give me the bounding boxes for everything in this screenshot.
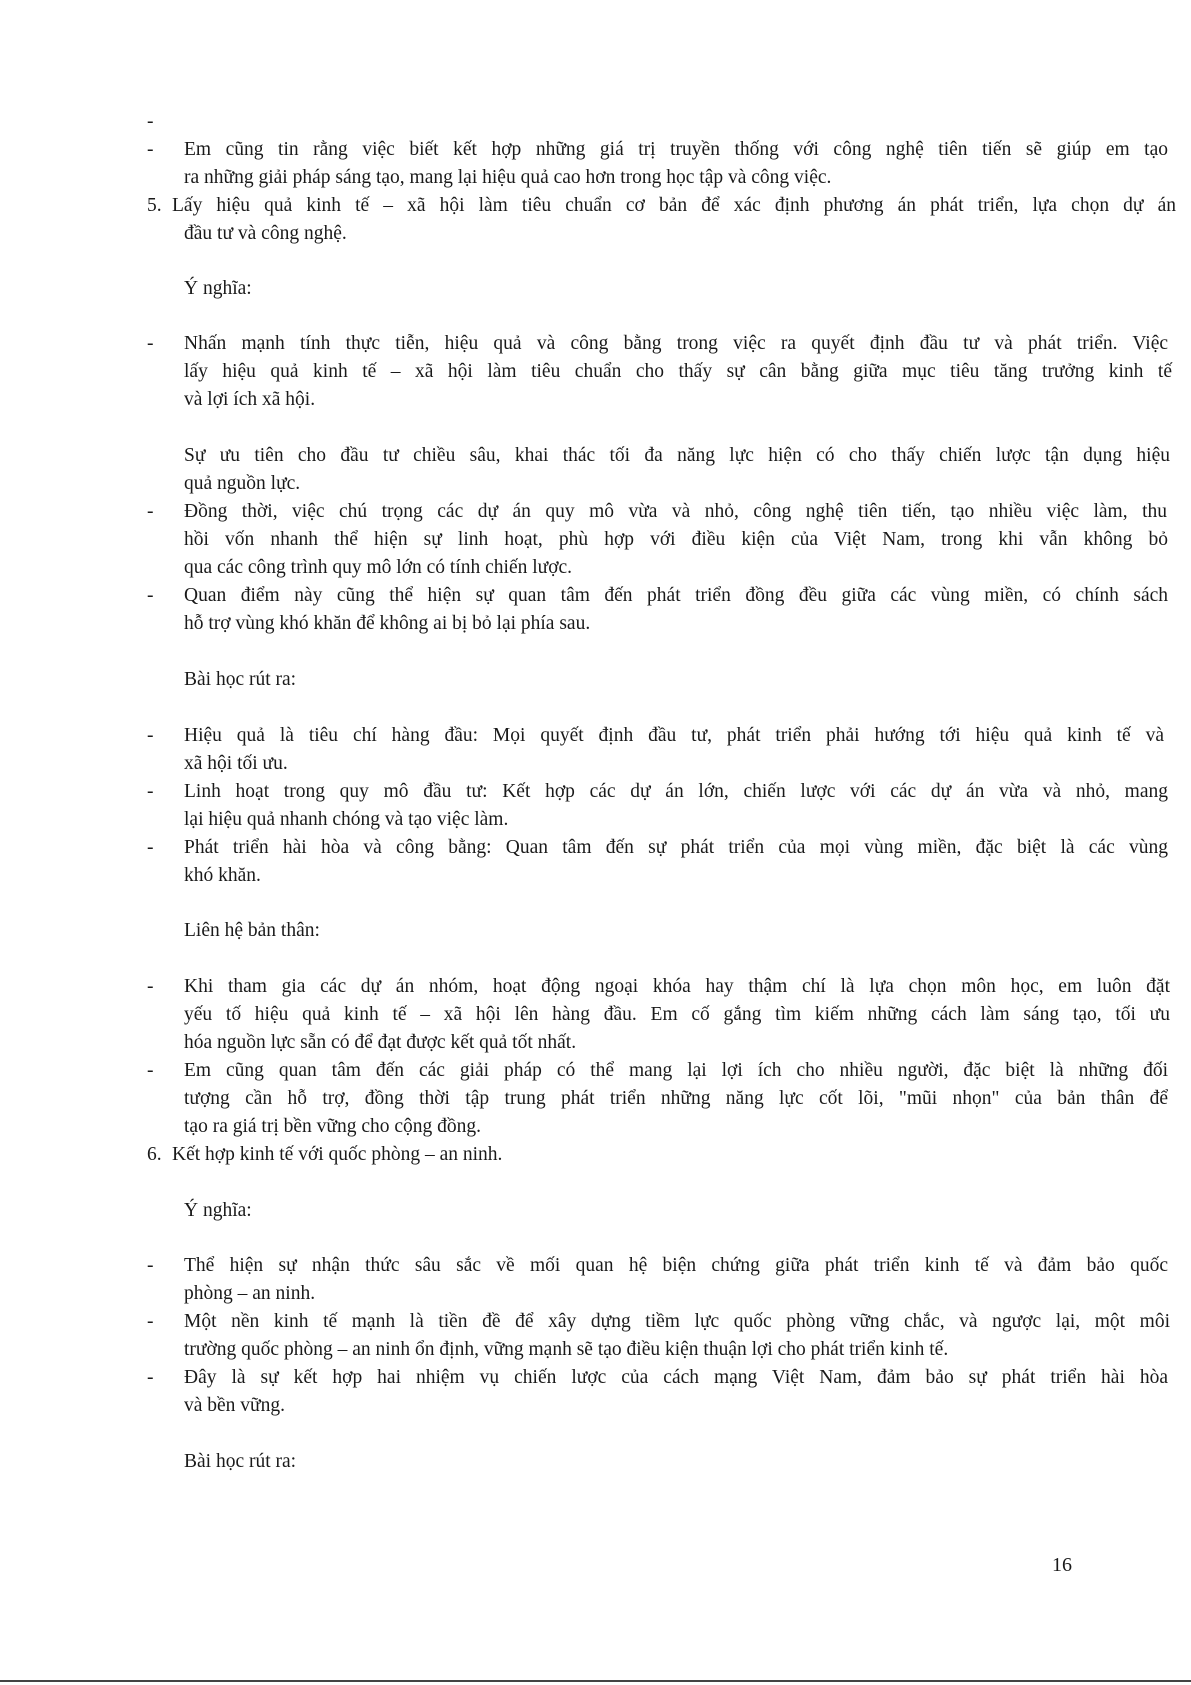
paragraph-line: lấy hiệu quả kinh tế – xã hội làm tiêu chuẩn cho thấy sự cân bằng giữa mục tiêu tăng trưởng kinh tế [184,361,1172,382]
paragraph-line: quả nguồn lực. [184,473,301,494]
paragraph-line: Em cũng quan tâm đến các giải pháp có thể mang lại lợi ích cho nhiều người, đặc biệt là những đối [184,1060,1168,1081]
paragraph-line: qua các công trình quy mô lớn có tính chiến lược. [184,557,573,578]
paragraph-line: tượng cần hỗ trợ, đồng thời tập trung phát triển những năng lực cốt lõi, "mũi nhọn" của bản thân để [184,1088,1168,1109]
section-number: 5. [147,195,162,216]
paragraph-line: lại hiệu quả nhanh chóng và tạo việc làm. [184,809,509,830]
paragraph-line: Hiệu quả là tiêu chí hàng đầu: Mọi quyết định đầu tư, phát triển phải hướng tới hiệu quả kinh tế và [184,725,1164,746]
paragraph-line: Sự ưu tiên cho đầu tư chiều sâu, khai thác tối đa năng lực hiện có cho thấy chiến lược tận dụng hiệu [184,445,1170,466]
paragraph-line: Phát triển hài hòa và công bằng: Quan tâm đến sự phát triển của mọi vùng miền, đặc biệt là các vùng [184,837,1168,858]
subheading: Bài học rút ra: [184,669,297,690]
bullet-dash: - [147,1060,154,1081]
paragraph-line: Một nền kinh tế mạnh là tiền đề để xây dựng tiềm lực quốc phòng vững chắc, và ngược lại, một môi [184,1311,1170,1332]
bullet-dash: - [147,1367,154,1388]
paragraph-line: Linh hoạt trong quy mô đầu tư: Kết hợp các dự án lớn, chiến lược với các dự án vừa và nhỏ, mang [184,781,1168,802]
paragraph-line: hỗ trợ vùng khó khăn để không ai bị bỏ lại phía sau. [184,613,591,634]
paragraph-line: yếu tố hiệu quả kinh tế – xã hội lên hàng đầu. Em cố gắng tìm kiếm những cách làm sáng tạo, tối ưu [184,1004,1170,1025]
page-number: 16 [1052,1554,1072,1576]
bullet-dash: - [147,781,154,802]
bullet-dash: - [147,111,154,132]
paragraph-line: hóa nguồn lực sẵn có để đạt được kết quả tốt nhất. [184,1032,577,1053]
paragraph-line: và bền vững. [184,1395,286,1416]
paragraph-line: tạo ra giá trị bền vững cho cộng đồng. [184,1116,482,1137]
paragraph-line: và lợi ích xã hội. [184,389,316,410]
section-heading: Kết hợp kinh tế với quốc phòng – an ninh. [172,1144,503,1165]
paragraph-line: xã hội tối ưu. [184,753,288,774]
paragraph-line: ra những giải pháp sáng tạo, mang lại hiệu quả cao hơn trong học tập và công việc. [184,167,832,188]
bottom-rule [0,1680,1191,1682]
bullet-dash: - [147,976,154,997]
bullet-dash: - [147,1255,154,1276]
paragraph-line: Đây là sự kết hợp hai nhiệm vụ chiến lược của cách mạng Việt Nam, đảm bảo sự phát triển hài hòa [184,1367,1168,1388]
section-heading: Lấy hiệu quả kinh tế – xã hội làm tiêu chuẩn cơ bản để xác định phương án phát triển, lựa chọn dự án [172,195,1176,216]
subheading: Ý nghĩa: [184,278,252,299]
bullet-dash: - [147,837,154,858]
paragraph-line: phòng – an ninh. [184,1283,316,1304]
bullet-dash: - [147,585,154,606]
paragraph-line: hồi vốn nhanh thể hiện sự linh hoạt, phù hợp với điều kiện của Việt Nam, trong khi vẫn không bỏ [184,529,1168,550]
section-heading: đầu tư và công nghệ. [184,223,347,244]
paragraph-line: trường quốc phòng – an ninh ổn định, vững mạnh sẽ tạo điều kiện thuận lợi cho phát triển kinh tế. [184,1339,949,1360]
section-number: 6. [147,1144,162,1165]
paragraph-line: Em cũng tin rằng việc biết kết hợp những giá trị truyền thống với công nghệ tiên tiến sẽ giúp em tạo [184,139,1168,160]
paragraph-line: khó khăn. [184,865,261,886]
bullet-dash: - [147,1311,154,1332]
bullet-dash: - [147,139,154,160]
paragraph-line: Nhấn mạnh tính thực tiễn, hiệu quả và công bằng trong việc ra quyết định đầu tư và phát triển. Việc [184,333,1168,354]
paragraph-line: Thể hiện sự nhận thức sâu sắc về mối quan hệ biện chứng giữa phát triển kinh tế và đảm bảo quốc [184,1255,1168,1276]
subheading: Liên hệ bản thân: [184,920,320,941]
bullet-dash: - [147,501,154,522]
paragraph-line: Đồng thời, việc chú trọng các dự án quy mô vừa và nhỏ, công nghệ tiên tiến, tạo nhiều việc làm, thu [184,501,1167,522]
subheading: Ý nghĩa: [184,1200,252,1221]
bullet-dash: - [147,333,154,354]
paragraph-line: Quan điểm này cũng thể hiện sự quan tâm đến phát triển đồng đều giữa các vùng miền, có chính sách [184,585,1168,606]
subheading: Bài học rút ra: [184,1451,297,1472]
bullet-dash: - [147,725,154,746]
paragraph-line: Khi tham gia các dự án nhóm, hoạt động ngoại khóa hay thậm chí là lựa chọn môn học, em luôn đặt [184,976,1170,997]
